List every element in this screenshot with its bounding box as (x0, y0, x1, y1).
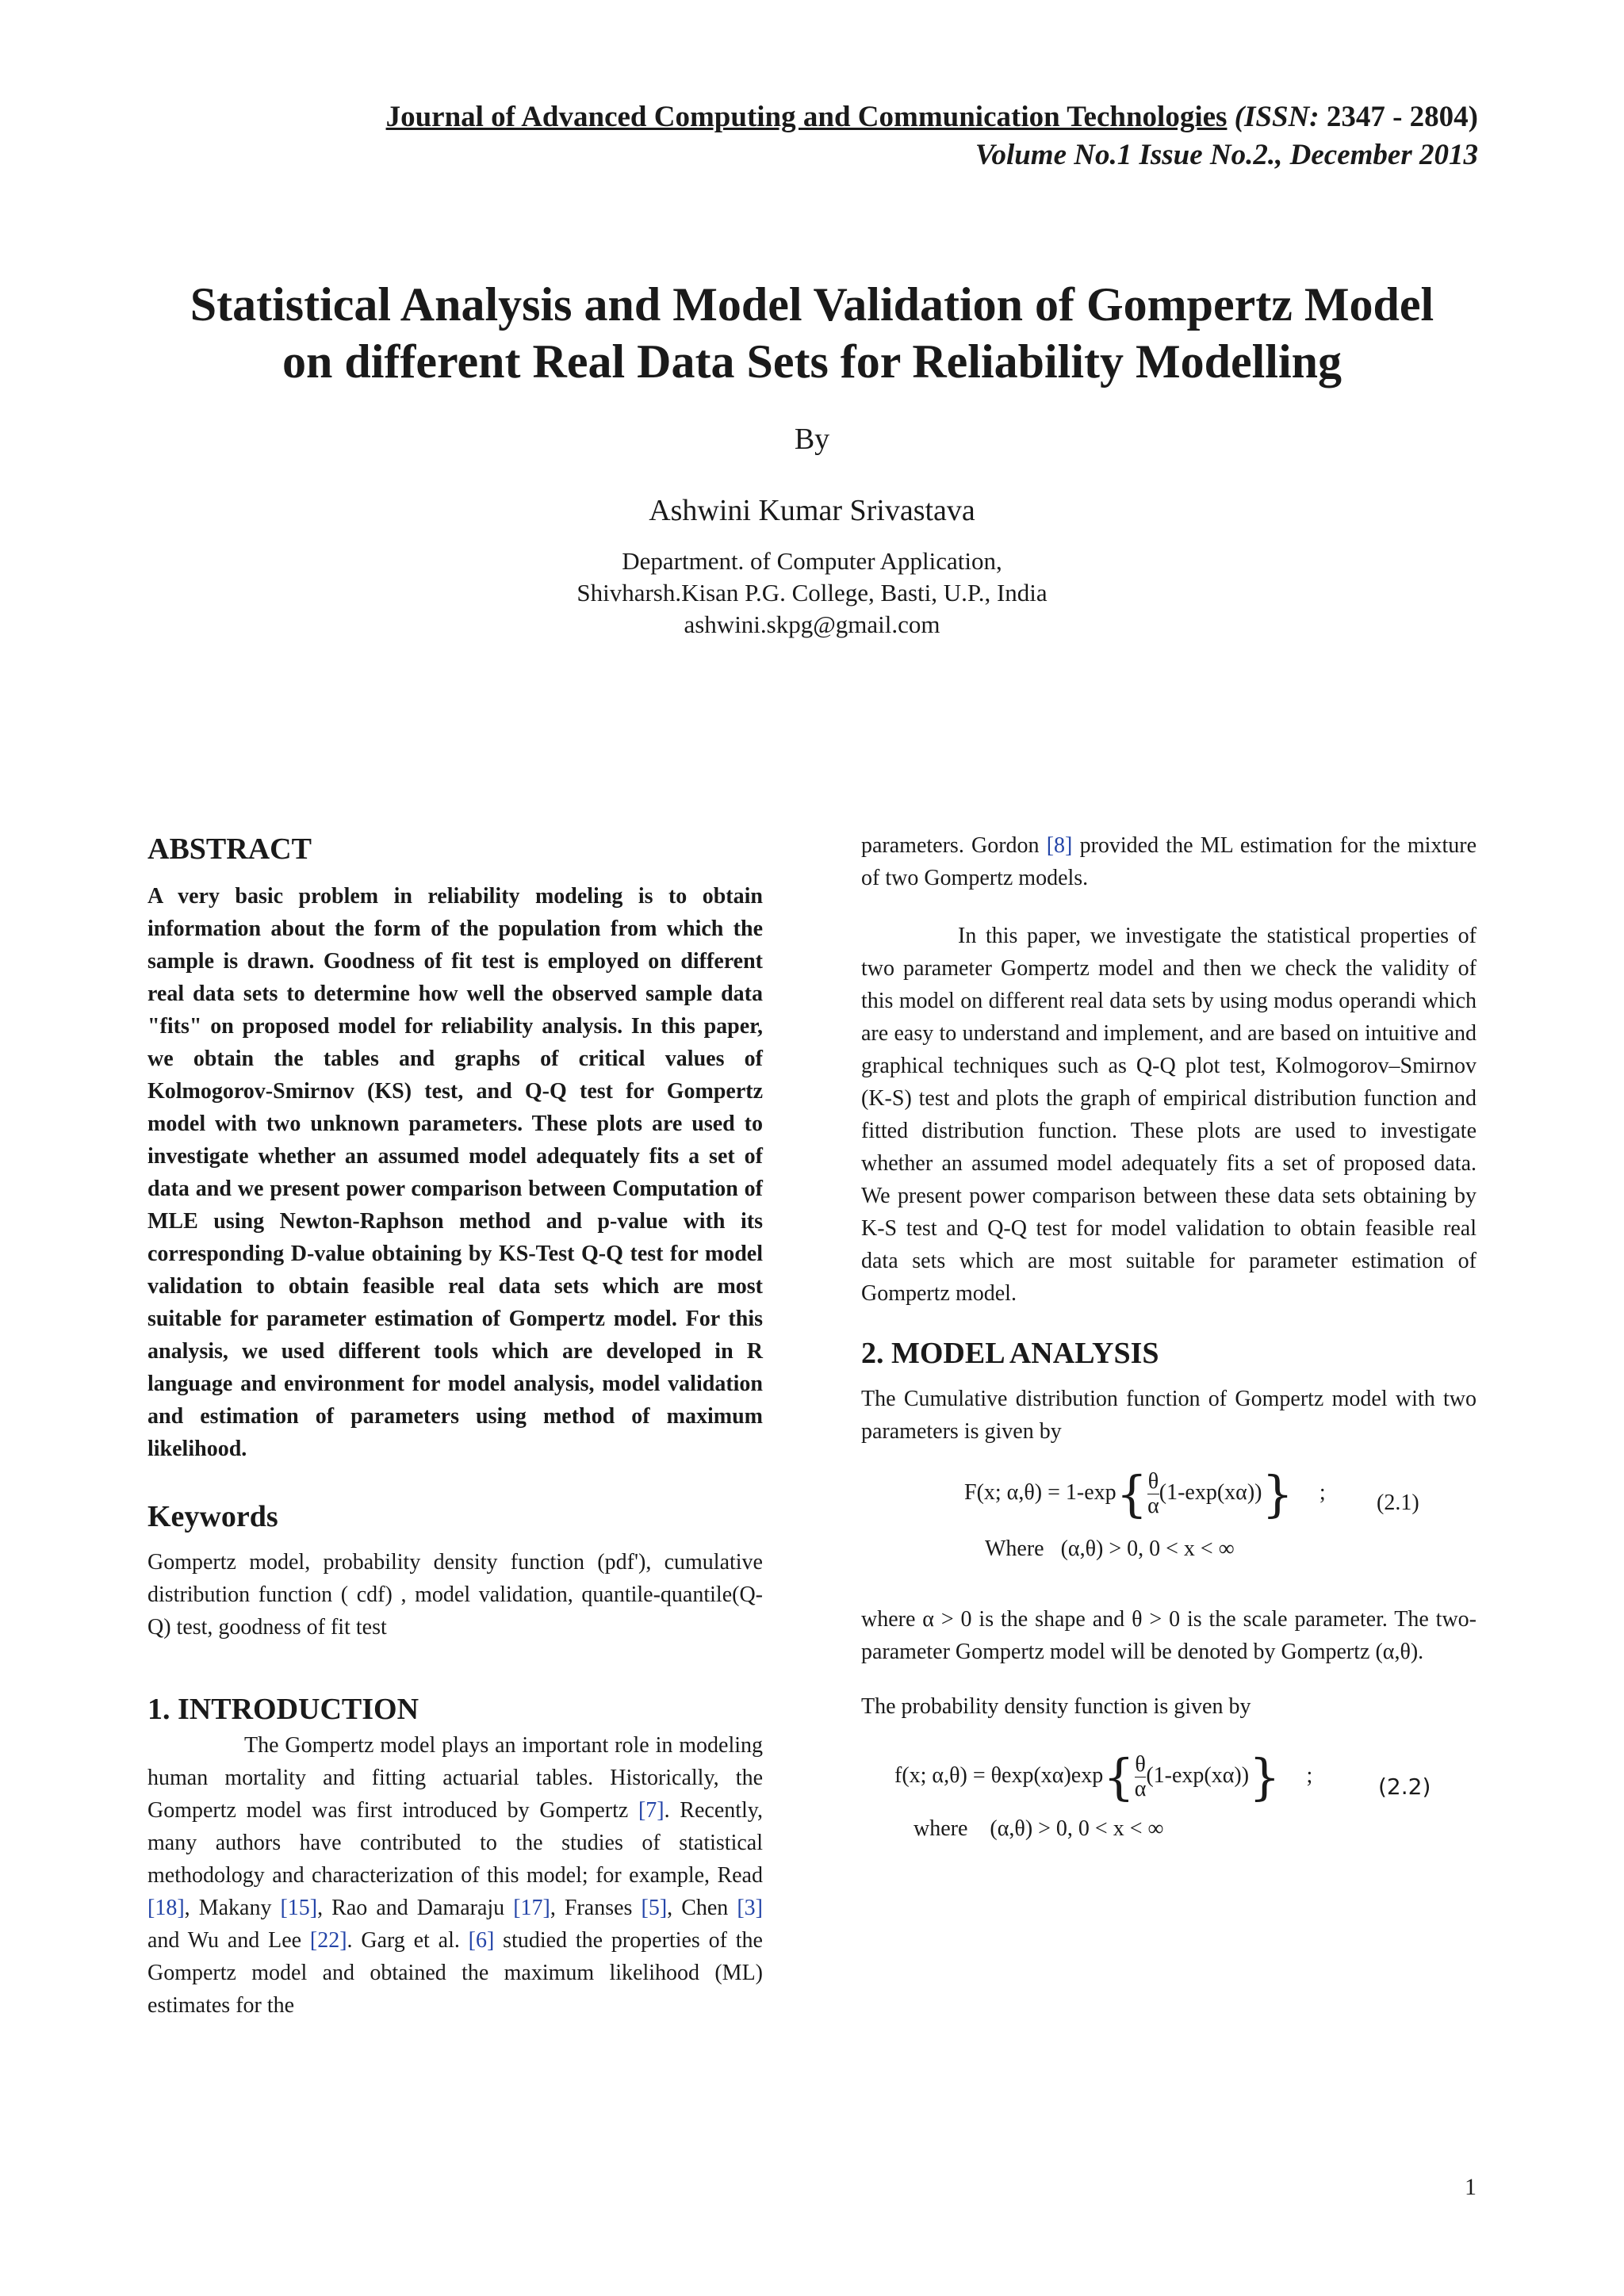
title-line-2: on different Real Data Sets for Reliability Modelling (282, 335, 1342, 388)
intro-heading: 1. INTRODUCTION (147, 1693, 419, 1726)
ref-8-link[interactable]: [8] (1046, 833, 1073, 858)
right-brace-icon-2: } (1249, 1748, 1281, 1806)
abstract-text: A very basic problem in reliability modeling is to obtain information about the form of the population from which the sample is drawn. Goodness of fit test is employed on different real data sets to determine how well the observed sample data "fits" on proposed model for reliability analysis. In this paper, we obtain the tables and graphs of critical values of Kolmogorov-Smirnov (KS) test, and Q-Q test for Gompertz model with two unknown parameters. These plots are used to investigate whether an assumed model adequately fits a set of data and we present power comparison between Computation of MLE using Newton-Raphson method and p-value with its corresponding D-value obtaining by KS-Test Q-Q test for model validation to obtain feasible real data sets which are most suitable for parameter estimation of Gompertz model. For this analysis, we used different tools which are developed in R language and environment for model analysis, model validation and estimation of parameters using method of maximum likelihood. (147, 884, 763, 1461)
intro-text-3: , Makany (184, 1896, 281, 1920)
pdf-mid: (xα) (1033, 1762, 1071, 1788)
left-column (147, 829, 763, 2022)
cdf-intro: The Cumulative distribution function of Gompertz model with two parameters is given by (861, 1387, 1477, 1444)
author-name: Ashwini Kumar Srivastava (649, 494, 975, 527)
pdf-where: where (914, 1816, 968, 1841)
equation-number-2-2: (2.2) (1378, 1774, 1431, 1800)
journal-header (386, 100, 1478, 134)
frac-denominator-2: α (1134, 1777, 1147, 1801)
intro-text-1: The Gompertz model plays an important role in modeling human mortality and fitting actuarial tables. Historically, the Gompertz model was first introduced by Gompertz (147, 1733, 763, 1823)
cont-text-b: provided the ML estimation for the mixture of two Gompertz models. (861, 833, 1477, 890)
keywords-text: Gompertz model, probability density function (pdf'), cumulative distribution function ( cdf) , model validation, quantile-quantile(Q-Q) test, goodness of fit test (147, 1550, 763, 1640)
issn-value: 2347 - 2804) (1319, 101, 1478, 133)
cdf-formula (964, 1465, 1326, 1523)
ref-22-link[interactable]: [22] (309, 1928, 347, 1953)
pdf-domain: (α,θ) > 0, 0 < x < ∞ (990, 1816, 1164, 1841)
pdf-lhs: f(x; α,θ) = θexp (894, 1762, 1034, 1788)
intro-continuation (861, 829, 1477, 894)
ref-6-link[interactable]: [6] (468, 1928, 495, 1953)
intro-paragraph-2: In this paper, we investigate the statistical properties of two parameter Gompertz model and then we check the validity of this model on different real data sets by using modus operandi which are easy to understand and implement, and are based on intuitive and graphical techniques such as Q-Q plot test, Kolmogorov–Smirnov (K-S) test and plots the graph of empirical distribution function and fitted distribution function. These plots are used to investigate whether an assumed model adequately fits a set of proposed data. We present power comparison between these data sets obtaining by K-S test and Q-Q test for model validation to obtain feasible real data sets which are most suitable for parameter estimation of Gompertz model. (861, 924, 1477, 1306)
intro-text-4: , Rao and Damaraju (317, 1896, 514, 1920)
affiliation-email: ashwini.skpg@gmail.com (684, 610, 940, 638)
title-line-1: Statistical Analysis and Model Validation of Gompertz Model (190, 278, 1434, 331)
equation-number-2-1: (2.1) (1377, 1490, 1419, 1515)
cdf-lhs: F(x; α,θ) = 1-exp (964, 1479, 1116, 1505)
left-brace-icon: { (1116, 1465, 1148, 1523)
cdf-domain: (α,θ) > 0, 0 < x < ∞ (1060, 1536, 1235, 1561)
cdf-semicolon: ; (1319, 1479, 1326, 1505)
shape-scale-text: where α > 0 is the shape and θ > 0 is the scale parameter. The two-parameter Gompertz model will be denoted by Gompertz (α,θ). (861, 1607, 1477, 1664)
intro-text-8: . Garg et al. (347, 1928, 469, 1953)
cdf-tail: (1-exp(xα)) (1159, 1479, 1262, 1505)
ref-5-link[interactable]: [5] (641, 1896, 668, 1920)
ref-7-link[interactable]: [7] (638, 1798, 665, 1823)
volume-line: Volume No.1 Issue No.2., December 2013 (975, 139, 1478, 171)
pdf-formula (894, 1748, 1312, 1806)
right-brace-icon: } (1262, 1465, 1293, 1523)
pdf-tail: (1-exp(xα)) (1146, 1762, 1250, 1788)
cdf-where: Where (985, 1536, 1044, 1561)
pdf-condition (914, 1816, 1163, 1842)
pdf-exp: exp (1071, 1762, 1104, 1788)
journal-name: Journal of Advanced Computing and Communication Technologies (385, 101, 1228, 133)
cont-text-a: parameters. Gordon (861, 833, 1047, 858)
model-analysis-heading: 2. MODEL ANALYSIS (861, 1337, 1159, 1370)
affiliation-dept: Department. of Computer Application, (622, 547, 1002, 575)
theta-over-alpha-2 (1135, 1753, 1147, 1801)
left-brace-icon-2: { (1103, 1748, 1135, 1806)
intro-text-5: , Franses (550, 1896, 642, 1920)
frac-numerator-2: θ (1135, 1752, 1146, 1777)
abstract-heading: ABSTRACT (147, 832, 312, 866)
keywords-heading: Keywords (147, 1500, 278, 1533)
theta-over-alpha (1147, 1470, 1159, 1518)
right-column (861, 829, 1477, 1878)
issn-label: (ISSN: (1234, 101, 1320, 133)
intro-text-2: . Recently, many authors have contributed to the studies of statistical methodology and characterization of this model; for example, Read (147, 1798, 763, 1888)
intro-text-7: and Wu and Lee (147, 1928, 310, 1953)
intro-text-9: studied the properties of the Gompertz model and obtained the maximum likelihood (ML) estimates for the (147, 1928, 763, 2018)
paper-title (95, 276, 1529, 390)
pdf-semicolon: ; (1306, 1762, 1313, 1788)
affiliation-college: Shivharsh.Kisan P.G. College, Basti, U.P., India (576, 579, 1048, 607)
ref-3-link[interactable]: [3] (737, 1896, 763, 1920)
equation-2-1 (861, 1460, 1477, 1595)
affiliation (0, 545, 1624, 641)
equation-2-2 (861, 1743, 1477, 1878)
frac-numerator: θ (1147, 1469, 1159, 1494)
ref-18-link[interactable]: [18] (147, 1896, 185, 1920)
pdf-intro: The probability density function is given by (861, 1694, 1251, 1719)
intro-text-6: , Chen (667, 1896, 737, 1920)
ref-15-link[interactable]: [15] (280, 1896, 318, 1920)
page-number: 1 (1465, 2174, 1477, 2200)
frac-denominator: α (1147, 1494, 1159, 1518)
ref-17-link[interactable]: [17] (513, 1896, 550, 1920)
cdf-condition (985, 1536, 1235, 1562)
by-label: By (794, 423, 830, 456)
intro-paragraph (147, 1729, 763, 2022)
